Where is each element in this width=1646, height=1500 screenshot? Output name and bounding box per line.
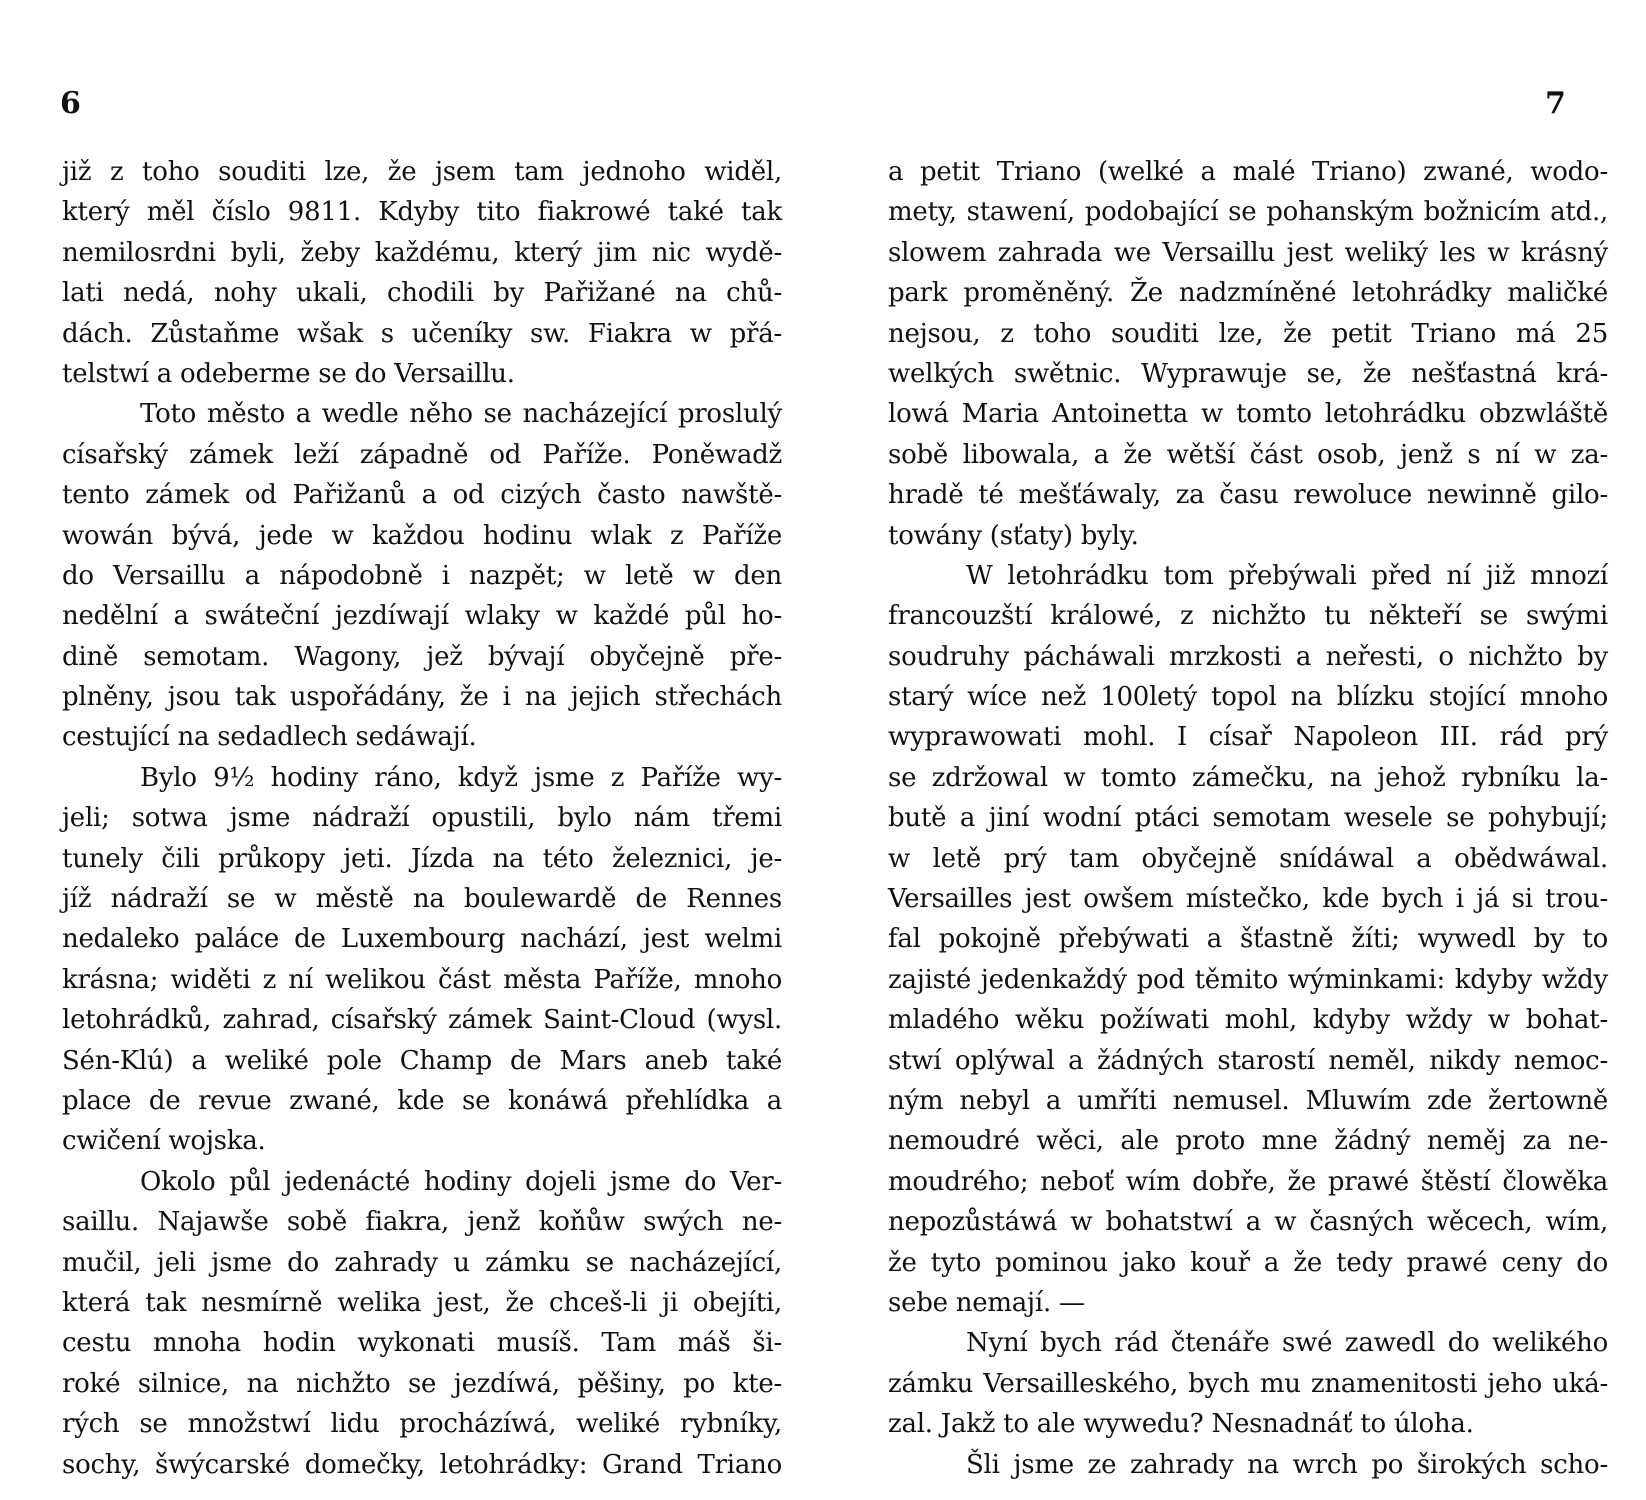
left-page-text-line: dách. Zůstaňme wšak s učeníky sw. Fiakra w přá- <box>62 318 782 349</box>
right-page-text-line: moudrého; neboť wím dobře, že prawé štěstí člowěka <box>888 1166 1608 1197</box>
right-page-text-line: francouzští králowé, z nichžto tu někteří se swými <box>888 601 1608 632</box>
left-page-text-line: již z toho souditi lze, že jsem tam jednoho widěl, <box>62 157 782 187</box>
left-page-text-line: rých se množstwí lidu procházíwá, weliké rybníky, <box>62 1409 782 1440</box>
left-page-text-line: roké silnice, na nichžto se jezdíwá, pěšiny, po kte- <box>62 1368 782 1399</box>
right-page-text-line: soudruhy pácháwali mrzkosti a neřesti, o nichžto by <box>888 641 1608 672</box>
right-page-text-column <box>888 152 1608 1485</box>
left-page-text-line: cestující na sedadlech sedáwají. <box>62 722 477 753</box>
left-page-text-line: nemilosrdni byli, žeby každému, který jim nic wydě- <box>62 237 782 268</box>
right-page-text-line: zal. Jakž to ale wywedu? Nesnadnáť to úloha. <box>888 1409 1474 1440</box>
right-page-text-line: sobě libowala, a že wětší část osob, jenž s ní w za- <box>888 439 1608 470</box>
left-page-text-line: mučil, jeli jsme do zahrady u zámku se nacházející, <box>62 1247 782 1278</box>
right-page-text-line: Versailles jest owšem místečko, kde bych i já si trou- <box>888 884 1608 915</box>
left-page-text-line: jeli; sotwa jsme nádraží opustili, bylo nám třemi <box>62 803 782 834</box>
right-page-text-line: slowem zahrada we Versaillu jest weliký les w krásný <box>888 237 1608 268</box>
right-page-text-line: sebe nemají. — <box>888 1287 1085 1318</box>
left-page-text-line: plněny, jsou tak uspořádány, že i na jejich střechách <box>62 682 782 713</box>
left-page-text-line: který měl číslo 9811. Kdyby tito fiakrowé také tak <box>62 197 782 228</box>
right-page-text-line: mety, stawení, podobající se pohanským božnicím atd., <box>888 197 1608 228</box>
left-page-text-line: nedělní a swáteční jezdíwají wlaky w každé půl ho- <box>62 601 782 632</box>
left-page-text-line: která tak nesmírně welika jest, že chceš-li ji obejíti, <box>62 1287 782 1318</box>
right-page-text-line: ným nebyl a umříti nemusel. Mluwím zde žertowně <box>888 1085 1608 1116</box>
right-page-text-line: hradě té mešťáwaly, za času rewoluce newinně gilo- <box>888 480 1608 511</box>
right-page-text-line: Šli jsme ze zahrady na wrch po širokých scho- <box>966 1449 1608 1480</box>
right-page-text-line: butě a jiní wodní ptáci semotam wesele se pohybují; <box>888 803 1608 834</box>
left-page-text-line: tento zámek od Pařižanů a od cizých často nawště- <box>62 480 782 511</box>
left-page-text-line: place de revue zwané, kde se konáwá přehlídka a <box>62 1085 782 1116</box>
right-page-text-line: se zdržowal w tomto zámečku, na jehož rybníku la- <box>888 762 1608 793</box>
page-number-right: 7 <box>1545 86 1566 121</box>
right-page-text-line: že tyto pominou jako kouř a že tedy prawé ceny do <box>888 1247 1608 1278</box>
left-page-text-line: císařský zámek leží západně od Paříže. Poněwadž <box>62 439 782 470</box>
right-page-text-line: lowá Maria Antoinetta w tomto letohrádku obzwláště <box>888 399 1608 430</box>
right-page-text-line: W letohrádku tom přebýwali před ní již mnozí <box>966 560 1608 591</box>
left-page-text-column <box>62 152 782 1485</box>
right-page-text-line: nepozůstáwá w bohatstwí a w časných wěcech, wím, <box>888 1207 1608 1238</box>
right-page-text-line: mladého wěku požíwati mohl, kdyby wždy w bohat- <box>888 1005 1608 1036</box>
right-page-text-line: park proměněný. Že nadzmíněné letohrádky maličké <box>888 278 1608 309</box>
left-page-text-line: Sén-Klú) a weliké pole Champ de Mars aneb také <box>62 1045 782 1076</box>
right-page-text-line: towány (sťaty) byly. <box>888 520 1139 551</box>
left-page-text-line: dině semotam. Wagony, jež bývají obyčejně pře- <box>62 641 782 672</box>
left-page-text-line: telstwí a odeberme se do Versaillu. <box>62 358 515 389</box>
right-page-text-line: welkých swětnic. Wyprawuje se, že nešťastná krá- <box>888 358 1608 389</box>
left-page-text-line: lati nedá, nohy ukali, chodili by Pařižané na chů- <box>62 278 782 309</box>
left-page-text-line: Okolo půl jedenácté hodiny dojeli jsme do Ver- <box>140 1166 782 1197</box>
right-page-text-line: fal pokojně přebýwati a šťastně žíti; wywedl by to <box>888 924 1608 955</box>
left-page-text-line: cwičení wojska. <box>62 1126 266 1157</box>
left-page-text-line: wowán bývá, jede w každou hodinu wlak z Paříže <box>62 520 782 551</box>
right-page-text-line: starý wíce než 100letý topol na blízku stojící mnoho <box>888 682 1608 713</box>
right-page-text-line: zámku Versailleského, bych mu znamenitosti jeho uká- <box>888 1368 1608 1399</box>
left-page-text-line: tunely čili průkopy jeti. Jízda na této železnici, je- <box>62 843 782 874</box>
right-page-text-line: wyprawowati mohl. I císař Napoleon III. rád prý <box>888 722 1608 753</box>
left-page-text-line: krásna; widěti z ní welikou část města Paříže, mnoho <box>62 964 782 995</box>
left-page-text-line: Toto město a wedle něho se nacházející proslulý <box>140 399 782 430</box>
left-page-text-line: do Versaillu a nápodobně i nazpět; w letě w den <box>62 560 782 591</box>
right-page-text-line: Nyní bych rád čtenáře swé zawedl do welikého <box>966 1328 1608 1359</box>
page-number-left: 6 <box>60 86 81 121</box>
right-page-text-line: stwí oplýwal a žádných starostí neměl, nikdy nemoc- <box>888 1045 1608 1076</box>
left-page-text-line: Bylo 9½ hodiny ráno, když jsme z Paříže wy- <box>140 762 782 793</box>
left-page-text-line: cestu mnoha hodin wykonati musíš. Tam máš ši- <box>62 1328 782 1359</box>
left-page-text-line: nedaleko paláce de Luxembourg nachází, jest welmi <box>62 924 782 955</box>
left-page-text-line: letohrádků, zahrad, císařský zámek Saint-Cloud (wysl. <box>62 1005 782 1036</box>
right-page-text-line: zajisté jedenkaždý pod těmito wýminkami: kdyby wždy <box>888 964 1608 995</box>
left-page-text-line: saillu. Najawše sobě fiakra, jenž koňůw swých ne- <box>62 1207 782 1238</box>
left-page-text-line: jíž nádraží se w městě na boulewardě de Rennes <box>62 884 782 915</box>
left-page-text-line: sochy, šwýcarské domečky, letohrádky: Grand Triano <box>62 1449 782 1480</box>
right-page-text-line: nejsou, z toho souditi lze, že petit Triano má 25 <box>888 318 1608 349</box>
right-page-text-line: w letě prý tam obyčejně snídáwal a obědwáwal. <box>888 843 1608 874</box>
right-page-text-line: a petit Triano (welké a malé Triano) zwané, wodo- <box>888 157 1608 187</box>
right-page-text-line: nemoudré wěci, ale proto mne žádný neměj za ne- <box>888 1126 1608 1157</box>
